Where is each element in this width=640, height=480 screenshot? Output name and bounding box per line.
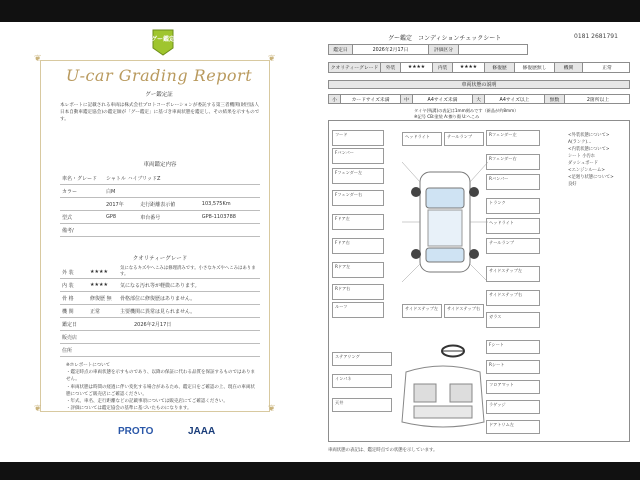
- interior-part-box: ラゲッジ: [486, 400, 540, 414]
- car-top-view-diagram: [402, 152, 488, 292]
- part-box: Fフェンダー右: [332, 190, 384, 206]
- page-sheet: [0, 22, 640, 462]
- vehicle-table: [60, 172, 260, 237]
- badge-text: グー鑑定: [151, 36, 175, 43]
- table-row: 車名・グレード シャトル ハイブリッドZ: [60, 172, 260, 185]
- interior-part-box: インパネ: [332, 374, 392, 388]
- table-row: 骨 格 修復歴 無 骨格部位に修復歴はありません。: [60, 292, 260, 305]
- date-row: 鑑定日 2026年2月17日 評価区分: [328, 44, 528, 55]
- condition-check-sheet: [318, 22, 640, 462]
- sheet-footer: 車両状態の表記は、鑑定時点での状態を示しています。: [328, 448, 438, 453]
- part-box: テールランプ: [486, 238, 540, 254]
- proto-logo: PROTO: [118, 426, 154, 437]
- part-box: Rフェンダー右: [486, 154, 540, 170]
- interior-part-box: Fシート: [486, 340, 540, 354]
- interior-part-box: フロアマット: [486, 380, 540, 394]
- interior-part-box: ステアリング: [332, 352, 392, 366]
- grading-certificate: [0, 22, 318, 462]
- date-shop-table: [60, 318, 260, 357]
- intro-text: 本レポートに記載される車両は株式会社プロトコーポレーションが委託する第三者機関(財団法人日本自動車鑑定協会)の鑑定師が「グー鑑定」に基づき車両状態を鑑定し、その結果を示すものです。: [60, 103, 260, 122]
- part-box: Fバンパー: [332, 148, 384, 164]
- part-box: サイドステップ左: [402, 304, 442, 318]
- sheet-number: 0181 2681791: [574, 33, 618, 40]
- table-row: 住所: [60, 344, 260, 357]
- table-row: 機 関 正常 主要機関に異常は見られません。: [60, 305, 260, 318]
- table-row: 鑑定日 2026年2月17日: [60, 318, 260, 331]
- part-box: サイドステップ左: [486, 266, 540, 282]
- interior-part-box: Rシート: [486, 360, 540, 374]
- quality-table: [60, 266, 260, 318]
- ornament-icon: ❦: [268, 54, 276, 64]
- part-box: ヘッドライト: [486, 218, 540, 234]
- ornament-icon: ❦: [34, 54, 42, 64]
- table-row: 内 装 ★★★★ 気になる汚れ等が軽微にあります。: [60, 279, 260, 292]
- side-notes: <外装状態について> A(ランク)… <内装状態について> シート 小汚れ ダッシュボード <エンジンルーム> <足廻り状態について> 良好: [568, 133, 614, 187]
- part-box: Rフェンダー左: [486, 130, 540, 146]
- part-box: Fフェンダー左: [332, 168, 384, 184]
- vehicle-section-title: 車両鑑定内容: [143, 162, 177, 168]
- interior-part-box: ドアトリム左: [486, 420, 540, 434]
- part-box: フード: [332, 130, 384, 146]
- logo-row: [118, 426, 238, 442]
- quality-section-title: クオリティーグレード: [132, 256, 188, 262]
- part-box: サイドステップ右: [444, 304, 484, 318]
- part-box: ヘッドライト: [402, 132, 442, 146]
- part-box: Rバンパー: [486, 174, 540, 190]
- table-row: 販売店: [60, 331, 260, 344]
- legend-note: タイヤ(残溝)の表記は1mm刻みです（新品が約8mm） ※記号 CB:塗装 A:擦り傷 U:へこみ: [414, 108, 519, 119]
- part-box: テールランプ: [444, 132, 484, 146]
- interior-part-box: 天井: [332, 398, 392, 412]
- table-row: 2017年 走行距離表示値 103,575Km: [60, 198, 260, 211]
- table-row: 外 装 ★★★★ 気になるキズやへこみは修理済みです。小さなキズやへこみはあります。: [60, 266, 260, 279]
- notes-block: ※ホレポートについて ・鑑定時点の車両状態を示すものであり、以降の保証に代わる品質を保証するものではありません。 ・車両状態は時間の経過に伴い変化する場合があるため、鑑定日をご確認の上、現在の車両状態についてご販売店にご確認ください。 ・年式、車名、走行距離などの記載事項については販売店にてご確認ください。 ・評価については鑑定協会の基準に基づいたものになります。: [66, 363, 255, 412]
- part-box: Fドア左: [332, 214, 384, 230]
- goo-badge-icon: [151, 28, 175, 56]
- ornament-icon: ❦: [34, 404, 42, 414]
- legend-row: 小 カードサイズ未満 中 A4サイズ未満 大 A4サイズ以上 無数 2箇所以上: [328, 94, 630, 104]
- grade-row: クオリティーグレード 外装 ★★★★ 内装 ★★★★ 修復歴 修復歴無し 機関 正常: [328, 62, 630, 73]
- state-header: 車両状態の説明: [328, 80, 630, 89]
- table-row: 備考/: [60, 224, 260, 237]
- part-box: トランク: [486, 198, 540, 214]
- interior-view-diagram: [398, 362, 488, 432]
- part-box: Rドア右: [332, 284, 384, 300]
- part-box: Fドア右: [332, 238, 384, 254]
- sheet-title: グー鑑定 コンディションチェックシート: [388, 35, 502, 42]
- report-subtitle: グー鑑定証: [145, 92, 173, 98]
- part-box: サイドステップ右: [486, 290, 540, 306]
- jaaa-logo: JAAA: [188, 426, 216, 437]
- ornament-icon: ❦: [268, 404, 276, 414]
- part-box: ルーフ: [332, 302, 384, 318]
- steering-wheel-icon: [440, 344, 466, 358]
- report-title: U-car Grading Report: [65, 66, 253, 85]
- part-box: ガラス: [486, 312, 540, 328]
- part-box: Rドア左: [332, 262, 384, 278]
- table-row: 型式 GP8 車台番号 GP8-1103788: [60, 211, 260, 224]
- table-row: カラー 白M: [60, 185, 260, 198]
